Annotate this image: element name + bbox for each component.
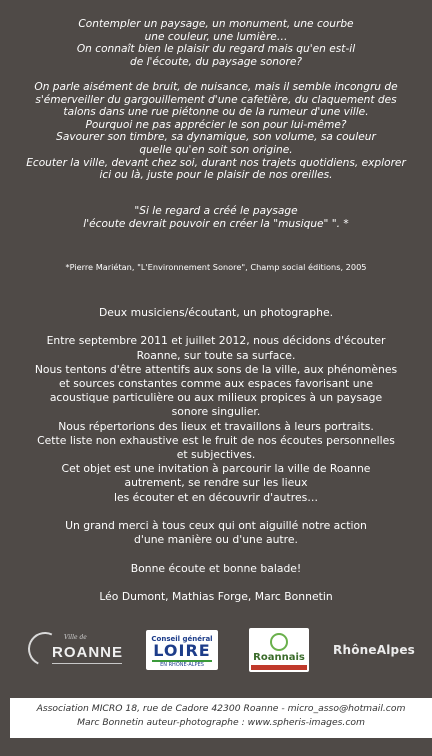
text-line: sonore singulier.: [171, 405, 261, 419]
text-line: et subjectives.: [176, 448, 256, 462]
text-line: s'émerveiller du gargouillement d'une cafetière, du claquement des: [35, 93, 397, 106]
main-paragraph-1: [0, 306, 432, 320]
text-line: On connaît bien le plaisir du regard mais qu'en est-il: [76, 43, 356, 56]
intro-paragraph-2: [0, 81, 432, 182]
main-paragraph-3: [0, 519, 432, 547]
partner-logos: [0, 626, 432, 676]
roannais-logo-name: Roannais: [253, 651, 305, 663]
rhone-alpes-logo: [333, 638, 415, 662]
main-text: [0, 306, 432, 618]
main-paragraph-2: [0, 334, 432, 504]
footer-credits: [10, 698, 432, 738]
ville-de-roanne-logo: [26, 630, 122, 668]
text-line: Entre septembre 2011 et juillet 2012, nous décidons d'écouter: [46, 334, 386, 348]
text-line: l'écoute devrait pouvoir en créer la "musique" ". *: [83, 217, 349, 230]
text-line: Cet objet est une invitation à parcourir la ville de Roanne: [61, 462, 371, 476]
citation: *Pierre Mariétan, "L'Environnement Sonore", Champ social éditions, 2005: [65, 262, 367, 272]
text-line: Bonne écoute et bonne balade!: [130, 561, 302, 575]
roannais-logo: [249, 628, 309, 672]
conseil-general-loire-logo: [146, 630, 218, 670]
text-line: ici ou là, juste pour le plaisir de nos oreilles.: [99, 169, 333, 182]
text-line: Contempler un paysage, un monument, une courbe: [78, 18, 354, 30]
text-line: les écouter et en découvrir d'autres…: [113, 490, 319, 504]
text-line: Roanne, sur toute sa surface.: [136, 348, 296, 362]
roanne-logo-name: ROANNE: [52, 644, 124, 661]
authors: [0, 590, 432, 604]
text-line: On parle aisément de bruit, de nuisance, mais il semble incongru de: [34, 80, 398, 93]
intro-paragraph-1: [0, 18, 432, 68]
text-line: de l'écoute, du paysage sonore?: [129, 55, 302, 68]
text-line: Deux musiciens/écoutant, un photographe.: [98, 306, 334, 319]
loire-logo-name: LOIRE: [153, 640, 211, 660]
text-line: Nous tentons d'être attentifs aux sons de la ville, aux phénomènes: [34, 362, 398, 376]
main-paragraph-4: [0, 562, 432, 576]
text-line: quelle qu'en soit son origine.: [139, 143, 293, 156]
intro-text: [0, 18, 432, 194]
roannais-logo-band: [251, 665, 307, 670]
text-line: talons dans une rue piétonne ou de la rumeur d'une ville.: [63, 106, 369, 119]
footer-line-2: Marc Bonnetin auteur-photographe : www.spheris-images.com: [77, 717, 365, 728]
text-line: autrement, se rendre sur les lieux: [124, 476, 308, 490]
roannais-circle-icon: [270, 633, 288, 651]
rhone-alpes-logo-name: RhôneAlpes: [333, 643, 415, 657]
roanne-logo-small: Ville de: [64, 634, 87, 641]
roanne-logo-underline: [52, 663, 122, 664]
text-line: et sources constantes comme aux espaces favorisant une: [58, 377, 374, 390]
loire-logo-top: Conseil général: [151, 634, 213, 643]
loire-logo-sub: EN RHÔNE-ALPES: [160, 661, 204, 668]
text-line: Léo Dumont, Mathias Forge, Marc Bonnetin: [99, 590, 333, 603]
text-line: Un grand merci à tous ceux qui ont aiguillé notre action: [65, 519, 367, 533]
text-line: "Si le regard a créé le paysage: [134, 205, 298, 217]
text-line: une couleur, une lumière…: [144, 30, 288, 43]
text-line: Savourer son timbre, sa dynamique, son volume, sa couleur: [56, 131, 376, 144]
text-line: Nous répertorions des lieux et travaillons à leurs portraits.: [58, 419, 374, 433]
text-line: d'une manière ou d'une autre.: [134, 533, 298, 547]
quote: [0, 205, 432, 230]
footer-line-1: Association MICRO 18, rue de Cadore 42300 Roanne - micro_asso@hotmail.com: [36, 703, 406, 714]
text-line: acoustique particulière ou aux milieux propices à un paysage: [49, 391, 383, 405]
text-line: Ecouter la ville, devant chez soi, durant nos trajets quotidiens, explorer: [26, 156, 406, 169]
text-line: Pourquoi ne pas apprécier le son pour lui-même?: [85, 118, 347, 131]
text-line: Cette liste non exhaustive est le fruit de nos écoutes personnelles: [37, 433, 395, 447]
